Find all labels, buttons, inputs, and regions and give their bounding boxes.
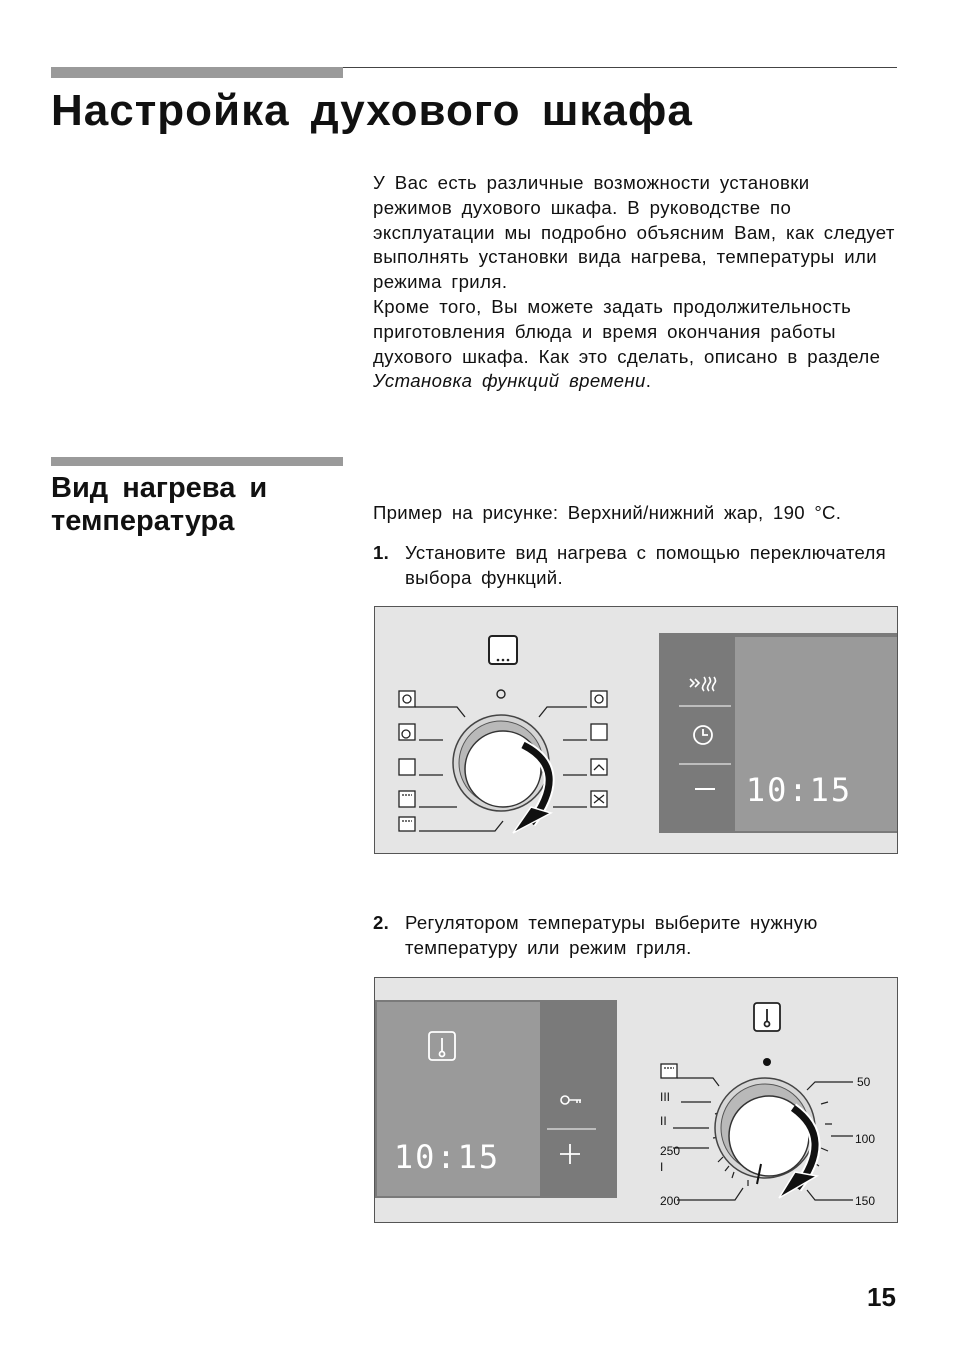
temperature-label: 250 bbox=[660, 1144, 681, 1158]
figure-function-selector bbox=[374, 606, 898, 854]
grill-level-label: III bbox=[660, 1090, 671, 1104]
mode-icons-left bbox=[399, 691, 415, 831]
selector-dot-off bbox=[497, 690, 505, 698]
temperature-label: 200 bbox=[660, 1194, 681, 1208]
intro-text bbox=[373, 171, 897, 394]
temperature-knob[interactable] bbox=[715, 1078, 815, 1184]
display-time: 10:15 bbox=[393, 1138, 501, 1176]
temperature-label: 50 bbox=[857, 1075, 871, 1089]
header-rule-thick bbox=[51, 67, 343, 78]
temperature-label: 150 bbox=[855, 1194, 876, 1208]
mode-icons-right bbox=[591, 691, 607, 807]
step-text: Регулятором температуры выберите нужную температуру или режим гриля. bbox=[405, 912, 818, 958]
intro-paragraph-1: У Вас есть различные возможности установки режимов духового шкафа. В руководстве по эксплуатации мы подробно объясним Вам, как следует выполнять установки вида нагрева, температуры или режима гриля. bbox=[373, 172, 895, 293]
page-title: Настройка духового шкафа bbox=[51, 86, 693, 135]
step-number: 1. bbox=[373, 542, 390, 563]
cross-reference: Установка функций времени bbox=[373, 370, 646, 392]
grill-icon bbox=[661, 1064, 677, 1078]
section-rule bbox=[51, 457, 343, 466]
step-text: Установите вид нагрева с помощью переключателя выбора функций. bbox=[405, 542, 887, 588]
function-selector-icon bbox=[489, 636, 517, 664]
figure-temperature-selector bbox=[374, 977, 898, 1223]
intro-paragraph-2: Кроме того, Вы можете задать продолжительность приготовления блюда и время окончания работы духового шкафа. Как это сделать, описано в разделе Установка функций времени. bbox=[373, 295, 881, 392]
step-1 bbox=[373, 540, 897, 590]
display-time: 10:15 bbox=[745, 771, 853, 809]
header-rule-thin bbox=[343, 67, 897, 68]
section-title: Вид нагрева и температура bbox=[51, 472, 268, 537]
step-2 bbox=[373, 910, 897, 960]
grill-level-label: II bbox=[660, 1114, 667, 1128]
function-selector-knob[interactable] bbox=[453, 715, 549, 811]
page-number: 15 bbox=[867, 1282, 896, 1312]
grill-level-label: I bbox=[660, 1160, 664, 1174]
step-number: 2. bbox=[373, 912, 390, 933]
temperature-label: 100 bbox=[855, 1132, 876, 1146]
example-caption: Пример на рисунке: Верхний/нижний жар, 190 °C. bbox=[373, 502, 842, 523]
temperature-indicator-dot bbox=[763, 1058, 771, 1066]
thermometer-icon bbox=[754, 1003, 780, 1031]
